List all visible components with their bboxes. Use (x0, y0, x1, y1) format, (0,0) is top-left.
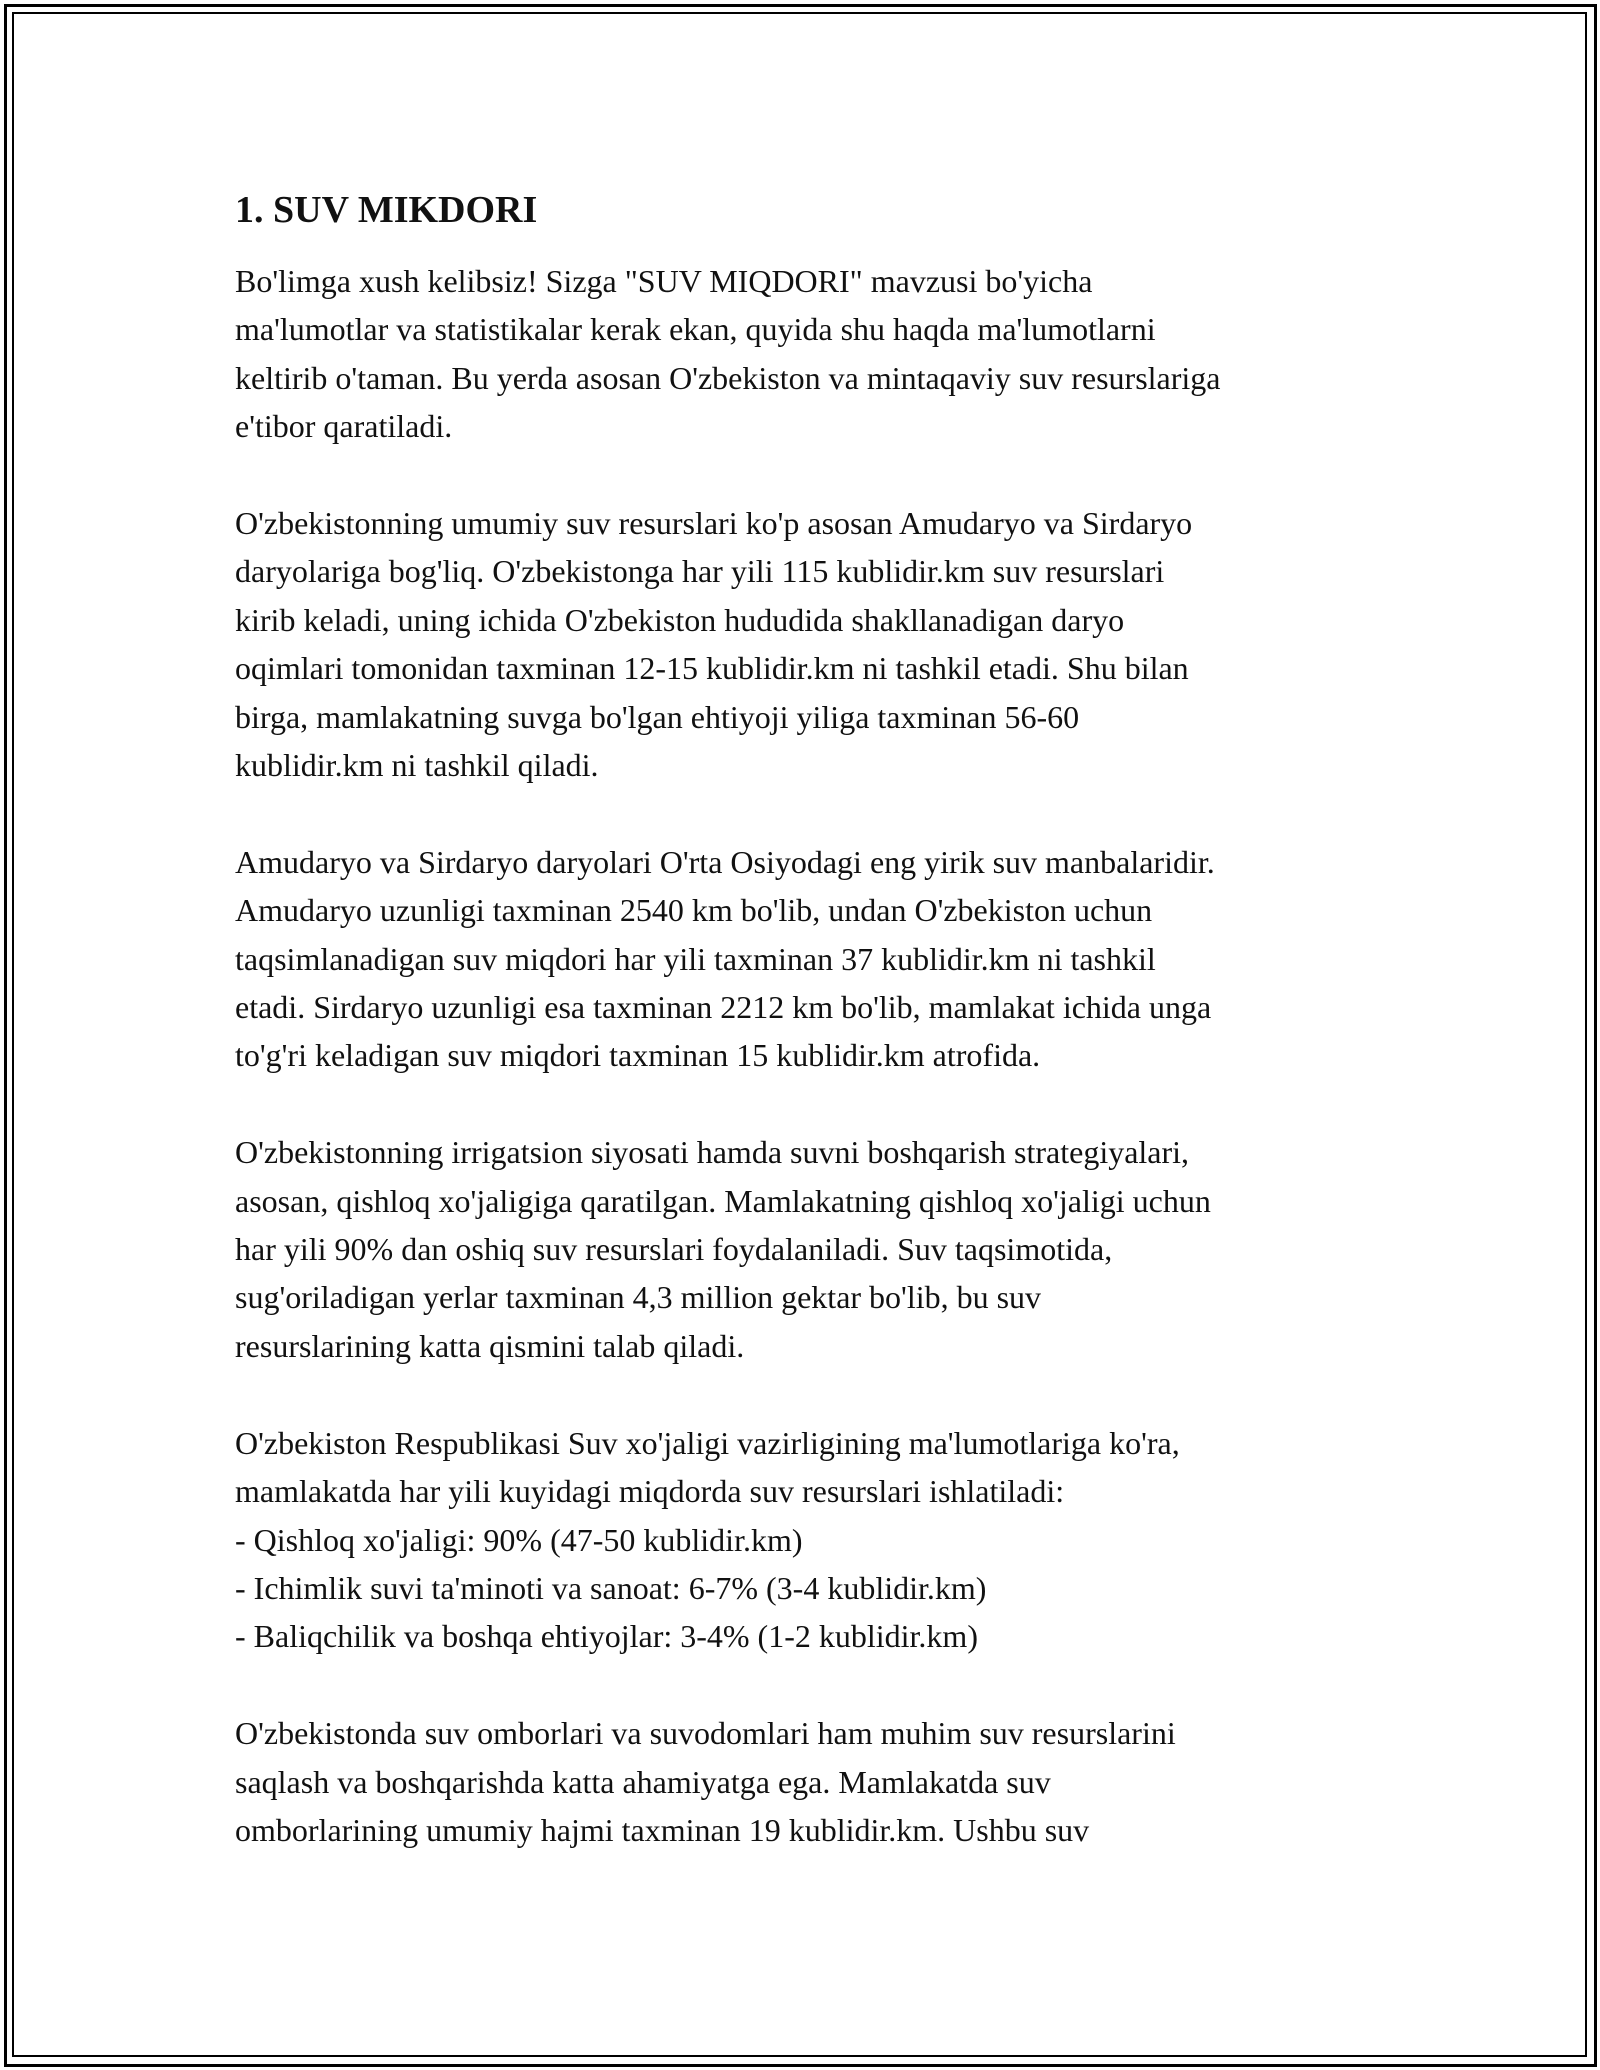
paragraph-rivers: Amudaryo va Sirdaryo daryolari O'rta Osiyodagi eng yirik suv manbalaridir. Amudaryo uzunligi taxminan 2540 km bo'lib, undan O'zbekiston uchun taqsimlanadigan suv miqdori har yili taxminan 37 kublidir.km ni tashkil etadi. Sirdaryo uzunligi esa taxminan 2212 km bo'lib, mamlakat ichida unga to'g'ri keladigan suv miqdori taxminan 15 kublidir.km atrofida. (235, 843, 1215, 1074)
paragraph-irrigation: O'zbekistonning irrigatsion siyosati hamda suvni boshqarish strategiyalari, asosan, qishloq xo'jaligiga qaratilgan. Mamlakatning qishloq xo'jaligi uchun har yili 90% dan oshiq suv resurslari foydalaniladi. Suv taqsimotida, sug'oriladigan yerlar taxminan 4,3 million gektar bo'lib, bu suv resurslarining katta qismini talab qiladi. (235, 1134, 1211, 1364)
paragraph-water-resources: O'zbekistonning umumiy suv resurslari ko'p asosan Amudaryo va Sirdaryo daryolariga bog'liq. O'zbekistonga har yili 115 kublidir.km suv resurslari kirib keladi, uning ichida O'zbekiston hududida shakllanadigan daryo oqimlari tomonidan taxminan 12-15 kublidir.km ni tashkil etadi. Shu bilan birga, mamlakatning suvga bo'lgan ehtiyoji yiliga taxminan 56-60 kublidir.km ni tashkil qiladi. (235, 505, 1193, 784)
paragraph-intro: Bo'limga xush kelibsiz! Sizga "SUV MIQDORI" mavzusi bo'yicha ma'lumotlar va statistikalar kerak ekan, quyida shu haqda ma'lumotlarni keltirib o'taman. Bu yerda asosan O'zbekiston va mintaqaviy suv resurslariga e'tibor qaratiladi. (235, 263, 1221, 445)
paragraph-reservoirs: O'zbekistonda suv omborlari va suvodomlari ham muhim suv resurslarini saqlash va boshqarishda katta ahamiyatga ega. Mamlakatda suv omborlarining umumiy hajmi taxminan 19 kublidir.km. Ushbu suv (235, 1715, 1176, 1848)
paragraph-usage-breakdown: O'zbekiston Respublikasi Suv xo'jaligi vazirligining ma'lumotlariga ko'ra, mamlakatda har yili kuyidagi miqdorda suv resurslari ishlatiladi: - Qishloq xo'jaligi: 90% (47-50 kublidir.km) - Ichimlik suvi ta'minoti va sanoat: 6-7% (3-4 kublidir.km) - Baliqchilik va boshqa ehtiyojlar: 3-4% (1-2 kublidir.km) (235, 1424, 1180, 1655)
section-title: 1. SUV MIKDORI (235, 189, 538, 231)
document-body (235, 186, 1385, 1854)
